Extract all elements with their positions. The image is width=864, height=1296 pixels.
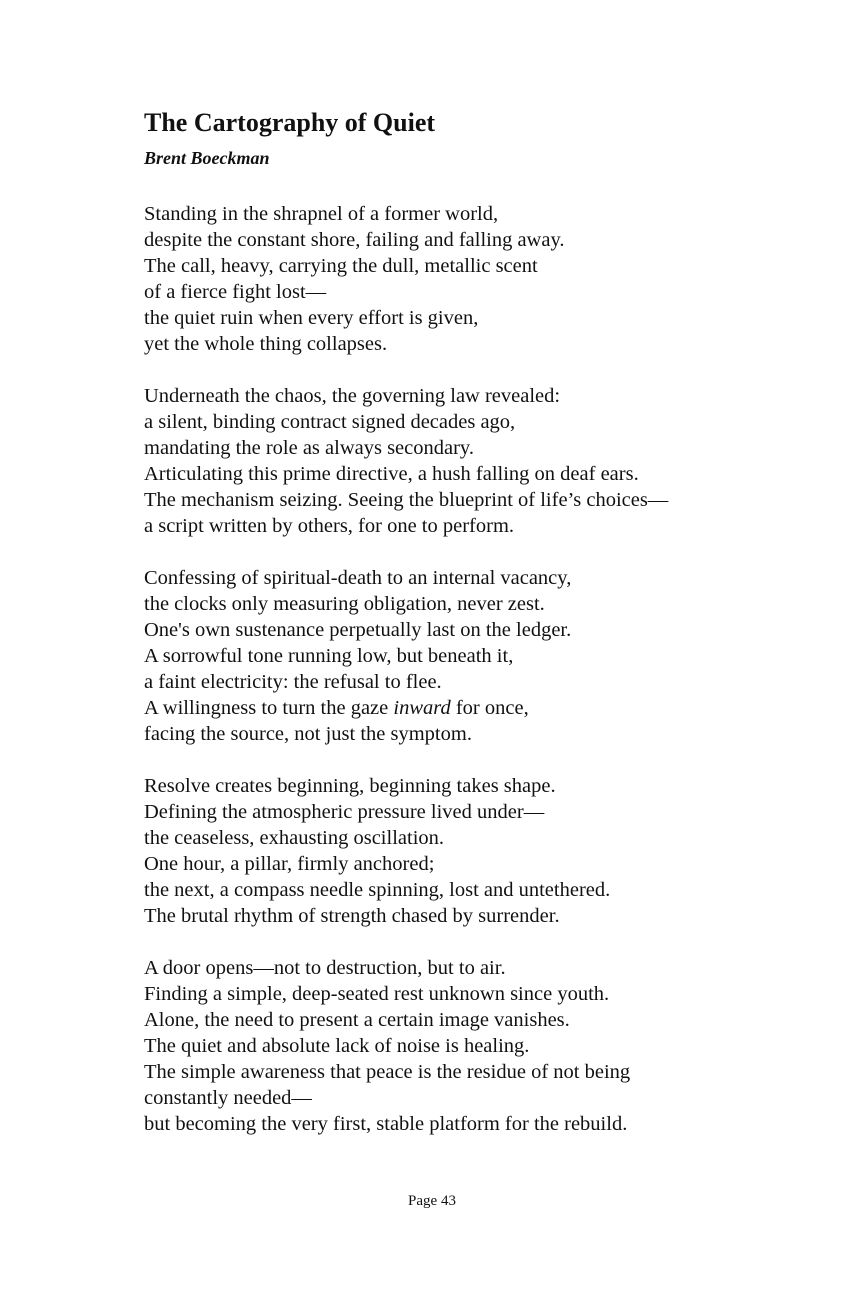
poem-line: mandating the role as always secondary. [144, 437, 474, 459]
poem-line: One's own sustenance perpetually last on the ledger. [144, 619, 572, 641]
poem-line: a script written by others, for one to perform. [144, 515, 515, 537]
poem-body [144, 201, 834, 1163]
poem-line: The simple awareness that peace is the residue of not being [144, 1061, 631, 1083]
poem-line: but becoming the very first, stable platform for the rebuild. [144, 1113, 628, 1135]
poem-stanza [144, 383, 834, 539]
poem-line: One hour, a pillar, firmly anchored; [144, 853, 435, 875]
poem-line: Defining the atmospheric pressure lived under— [144, 801, 545, 823]
poem-line: The call, heavy, carrying the dull, metallic scent [144, 255, 538, 277]
line-text: for once, [450, 697, 529, 719]
poem-line: yet the whole thing collapses. [144, 333, 388, 355]
poem-line: the quiet ruin when every effort is given, [144, 307, 479, 329]
poem-line: constantly needed— [144, 1087, 312, 1109]
poem-stanza [144, 565, 834, 747]
poem-line: The quiet and absolute lack of noise is healing. [144, 1035, 530, 1057]
poem-line: the next, a compass needle spinning, lost and untethered. [144, 879, 611, 901]
poem-line: The brutal rhythm of strength chased by surrender. [144, 905, 560, 927]
poem-line: Underneath the chaos, the governing law revealed: [144, 385, 561, 407]
poem-line: the clocks only measuring obligation, never zest. [144, 593, 545, 615]
poem-line: Articulating this prime directive, a hush falling on deaf ears. [144, 463, 639, 485]
emphasized-word: inward [393, 697, 451, 719]
poem-line: Alone, the need to present a certain image vanishes. [144, 1009, 570, 1031]
line-text: A willingness to turn the gaze [144, 697, 394, 719]
poem-stanza [144, 955, 834, 1137]
page-number: Page 43 [408, 1193, 456, 1209]
poem-line: A sorrowful tone running low, but beneath it, [144, 645, 514, 667]
poem-line: Resolve creates beginning, beginning takes shape. [144, 775, 556, 797]
poem-line: A door opens—not to destruction, but to air. [144, 957, 506, 979]
poem-line: a faint electricity: the refusal to flee. [144, 671, 442, 693]
poem-author: Brent Boeckman [144, 148, 270, 168]
poem-line: Finding a simple, deep-seated rest unknown since youth. [144, 983, 610, 1005]
poem-line: facing the source, not just the symptom. [144, 723, 472, 745]
poem-stanza [144, 773, 834, 929]
poem-line [144, 695, 834, 721]
poem-stanza [144, 201, 834, 357]
poem-line: despite the constant shore, failing and falling away. [144, 229, 565, 251]
poem-line: The mechanism seizing. Seeing the blueprint of life’s choices— [144, 489, 669, 511]
poem-line: a silent, binding contract signed decades ago, [144, 411, 516, 433]
poem-title: The Cartography of Quiet [144, 108, 436, 137]
poem-line: the ceaseless, exhausting oscillation. [144, 827, 445, 849]
poem-line: of a fierce fight lost— [144, 281, 327, 303]
poem-line: Standing in the shrapnel of a former world, [144, 203, 499, 225]
poem-line: Confessing of spiritual-death to an internal vacancy, [144, 567, 572, 589]
